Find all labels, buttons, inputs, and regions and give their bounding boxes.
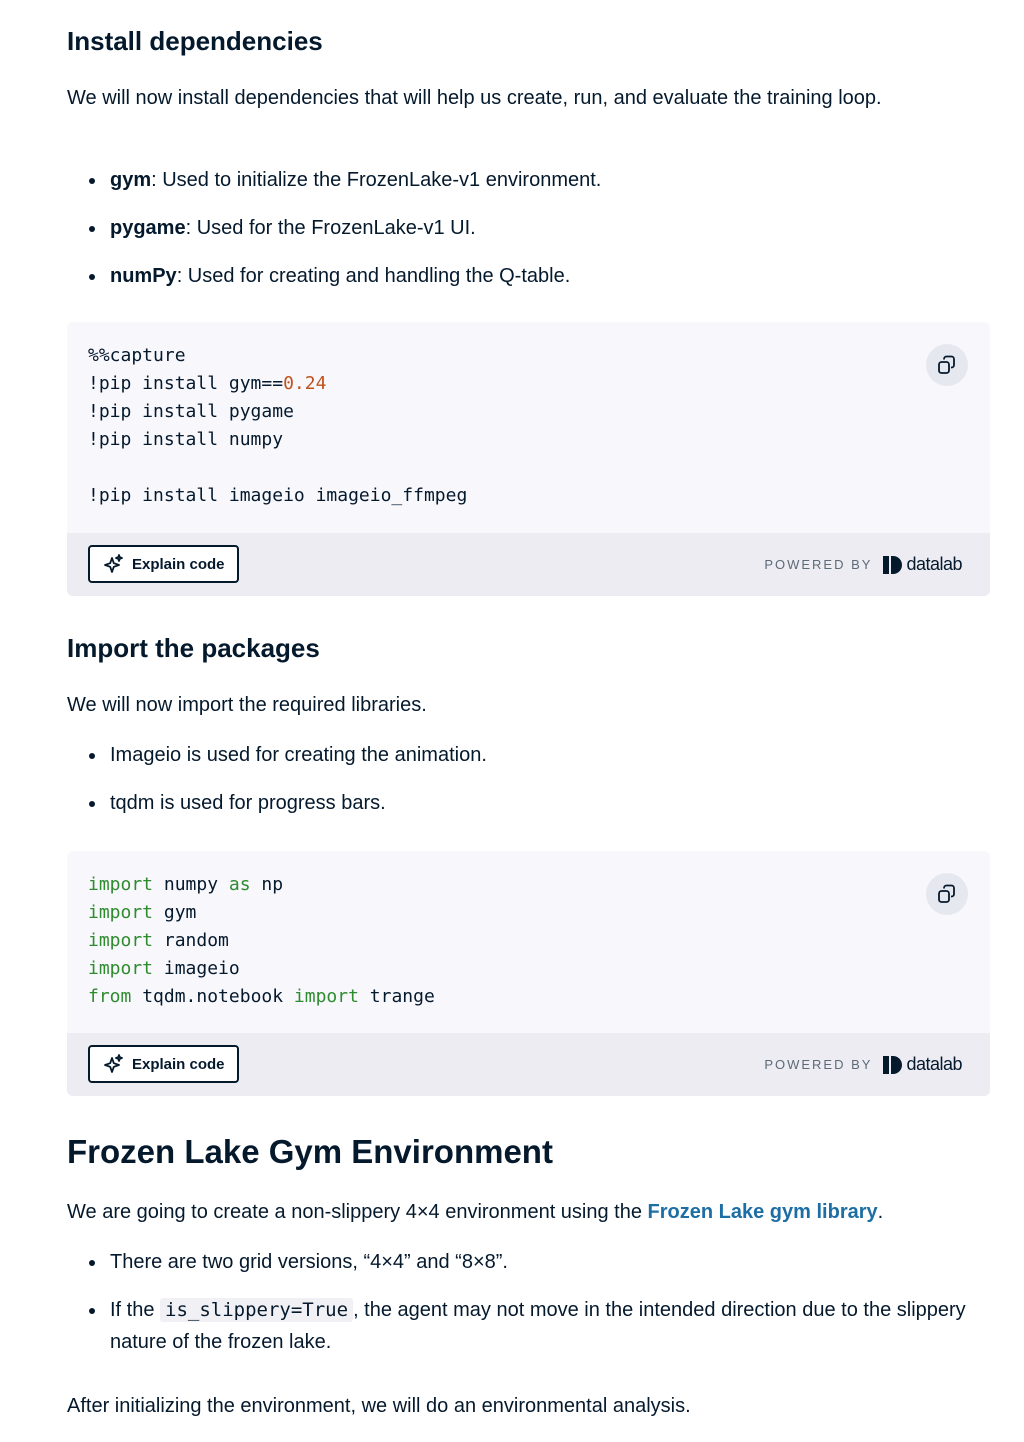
keyword-import: import (88, 902, 154, 923)
powered-by-datalab (764, 1054, 962, 1075)
frozen-lake-gym-library-link[interactable]: Frozen Lake gym library (647, 1201, 878, 1223)
list-item (67, 164, 967, 196)
code-text: random (153, 930, 229, 951)
code-line (88, 454, 968, 482)
code-block-footer (67, 533, 990, 596)
list-item (67, 1294, 967, 1358)
dependency-description: : Used for creating and handling the Q-table. (176, 265, 571, 287)
datalab-brand-text: datalab (906, 554, 962, 574)
dependency-term: pygame (110, 217, 186, 239)
sparkle-icon (102, 1053, 124, 1075)
dependency-term: numPy (110, 265, 177, 287)
frozen-lake-heading: Frozen Lake Gym Environment (67, 1133, 553, 1170)
code-line: !pip install numpy (88, 429, 284, 450)
explain-code-button[interactable] (88, 1045, 239, 1083)
dependency-term: gym (110, 169, 152, 191)
list-item (67, 212, 967, 244)
code-text: imageio (153, 958, 240, 979)
inline-code: is_slippery=True (160, 1298, 353, 1322)
code-text: gym (153, 902, 197, 923)
intro-text: . (877, 1201, 884, 1223)
keyword-import: import (293, 986, 359, 1007)
datalab-brand-text: datalab (906, 1054, 962, 1074)
code-line (88, 899, 968, 927)
powered-by-datalab (764, 554, 962, 575)
explain-code-button[interactable] (88, 545, 239, 583)
import-intro-text: We will now import the required libraries. (67, 694, 427, 716)
list-text: , the agent may not move in the intended direction due to the slippery nature of the frozen lake. (110, 1299, 966, 1353)
copy-icon (936, 354, 958, 376)
code-text: np (250, 874, 284, 895)
list-item (67, 260, 967, 292)
code-block-footer (67, 1033, 990, 1096)
list-item: There are two grid versions, “4×4” and “8×8”. (67, 1246, 967, 1278)
code-content[interactable] (67, 851, 990, 1011)
code-text: !pip install gym== (88, 373, 284, 394)
code-line: !pip install pygame (88, 401, 294, 422)
code-line: %%capture (88, 345, 186, 366)
frozen-lake-intro (67, 1196, 987, 1228)
explain-code-label: Explain code (132, 555, 225, 573)
install-intro-text: We will now install dependencies that will help us create, run, and evaluate the training loop. (67, 87, 882, 109)
code-text: tqdm.notebook (131, 986, 294, 1007)
code-block-imports (67, 851, 990, 1096)
code-line (88, 927, 968, 955)
import-notes-list (67, 739, 967, 835)
list-item: tqdm is used for progress bars. (67, 787, 967, 819)
powered-by-label: POWERED BY (764, 1057, 873, 1072)
copy-icon (936, 883, 958, 905)
datalab-logo[interactable] (882, 554, 962, 575)
code-line (88, 871, 968, 899)
datalab-logo[interactable] (882, 1054, 962, 1075)
explain-code-label: Explain code (132, 1055, 225, 1073)
code-text: numpy (153, 874, 229, 895)
import-packages-heading: Import the packages (67, 633, 320, 663)
code-block-install (67, 322, 990, 596)
keyword-from: from (88, 986, 132, 1007)
copy-code-button[interactable] (926, 344, 968, 386)
keyword-import: import (88, 958, 154, 979)
dependency-list (67, 164, 967, 308)
version-number: 0.24 (283, 373, 327, 394)
datalab-logo-icon (882, 1055, 902, 1075)
keyword-import: import (88, 930, 154, 951)
keyword-as: as (228, 874, 251, 895)
code-content[interactable] (67, 322, 990, 510)
intro-text: We are going to create a non-slippery 4×4 environment using the (67, 1201, 648, 1223)
install-dependencies-heading: Install dependencies (67, 26, 323, 56)
keyword-import: import (88, 874, 154, 895)
code-line: !pip install imageio imageio_ffmpeg (88, 485, 468, 506)
sparkle-icon (102, 553, 124, 575)
copy-code-button[interactable] (926, 873, 968, 915)
dependency-description: : Used for the FrozenLake-v1 UI. (185, 217, 476, 239)
code-text: trange (358, 986, 435, 1007)
code-line (88, 983, 968, 1011)
code-line (88, 955, 968, 983)
powered-by-label: POWERED BY (764, 557, 873, 572)
dependency-description: : Used to initialize the FrozenLake-v1 environment. (151, 169, 602, 191)
list-text: If the (110, 1299, 161, 1321)
datalab-logo-icon (882, 555, 902, 575)
list-item: Imageio is used for creating the animation. (67, 739, 967, 771)
environment-notes-list (67, 1246, 967, 1374)
code-line (88, 370, 968, 398)
environment-analysis-text: After initializing the environment, we will do an environmental analysis. (67, 1395, 691, 1417)
